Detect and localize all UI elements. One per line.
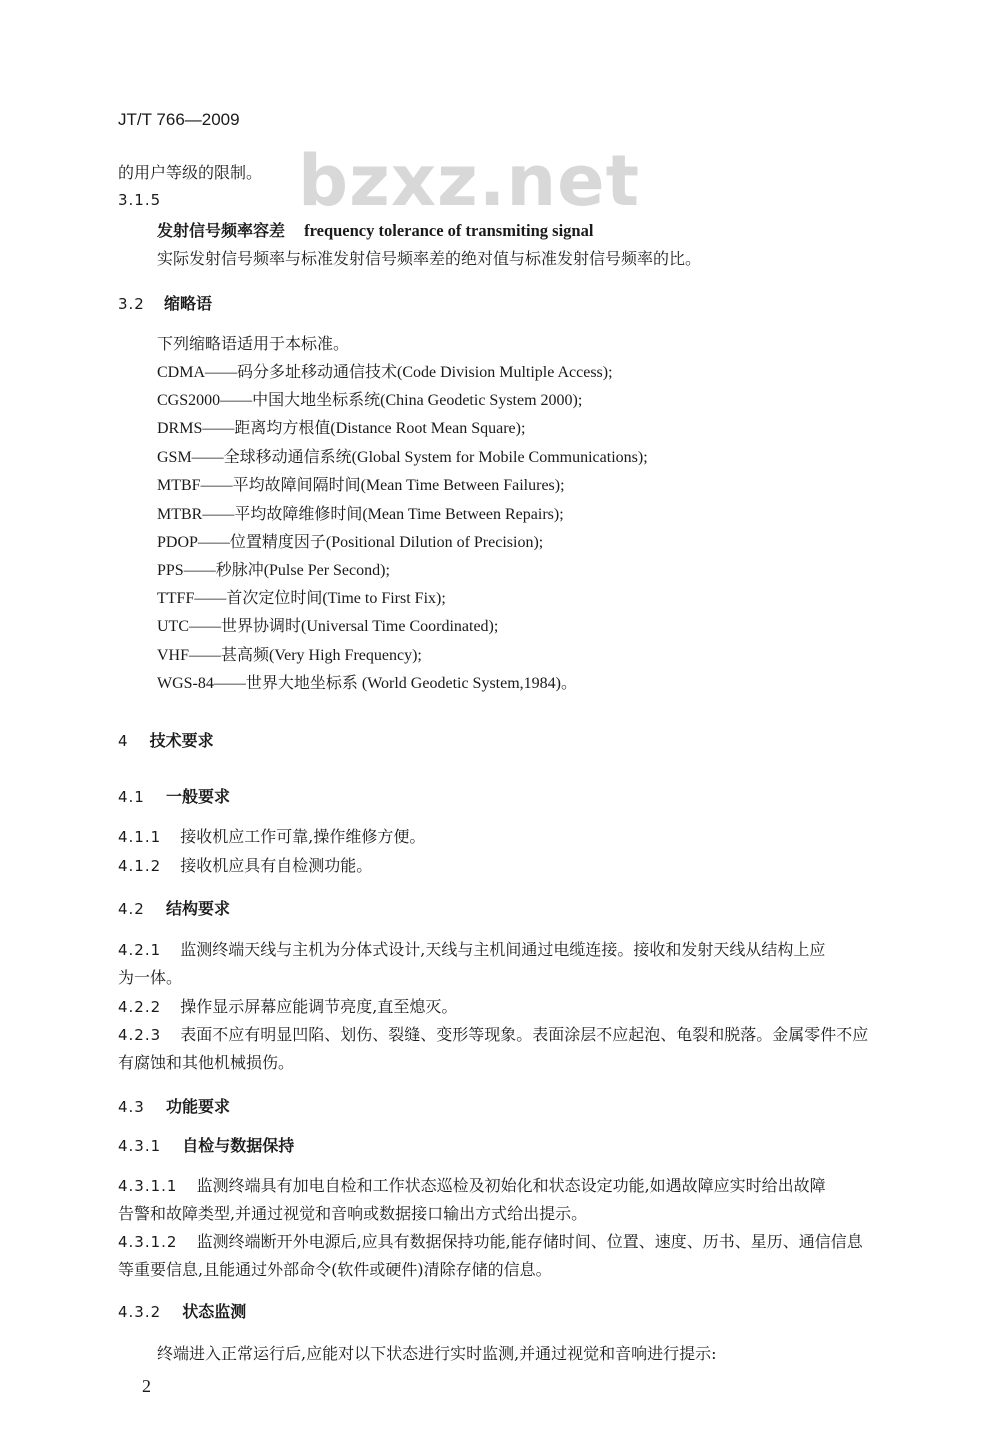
abbreviation-intro: 下列缩略语适用于本标准。 <box>157 334 350 353</box>
section-number: 4.1 <box>118 788 145 806</box>
clause-number: 4.1.1 <box>118 828 162 846</box>
clause-4-1-2 <box>118 853 372 876</box>
abbreviation-item: MTBR——平均故障维修时间(Mean Time Between Repairs); <box>157 506 564 523</box>
clause-number: 4.2.2 <box>118 998 162 1016</box>
section-4-heading <box>118 728 214 751</box>
clause-4-3-1-1 <box>118 1173 826 1196</box>
section-4-3-2-heading <box>118 1299 246 1322</box>
document-header-id: JT/T 766—2009 <box>118 110 240 129</box>
abbreviation-item: MTBF——平均故障间隔时间(Mean Time Between Failures); <box>157 477 565 494</box>
clause-text: 接收机应具有自检测功能。 <box>180 856 373 875</box>
abbreviation-item: UTC——世界协调时(Universal Time Coordinated); <box>157 618 499 635</box>
section-title: 自检与数据保持 <box>182 1136 295 1155</box>
section-number: 3.2 <box>118 295 145 313</box>
abbreviation-item: DRMS——距离均方根值(Distance Root Mean Square); <box>157 420 526 437</box>
term-definition: 实际发射信号频率与标准发射信号频率差的绝对值与标准发射信号频率的比。 <box>157 249 702 268</box>
section-title: 状态监测 <box>182 1302 247 1321</box>
clause-number: 4.2.1 <box>118 941 162 959</box>
watermark: bzxz.net <box>298 140 641 222</box>
clause-number: 4.3.1.1 <box>118 1177 178 1195</box>
section-3-2-heading <box>118 291 212 314</box>
clause-text: 操作显示屏幕应能调节亮度,直至熄灭。 <box>180 997 458 1016</box>
abbreviation-item: GSM——全球移动通信系统(Global System for Mobile Communications); <box>157 449 648 466</box>
abbreviation-item: WGS-84——世界大地坐标系 (World Geodetic System,1984)。 <box>157 675 578 692</box>
section-number: 4.3.2 <box>118 1303 162 1321</box>
clause-3-1-5-number: 3.1.5 <box>118 191 162 209</box>
clause-number: 4.2.3 <box>118 1026 162 1044</box>
clause-text-continued: 有腐蚀和其他机械损伤。 <box>118 1053 295 1072</box>
clause-text: 监测终端断开外电源后,应具有数据保持功能,能存储时间、位置、速度、历书、星历、通信信息 <box>196 1232 863 1251</box>
section-4-3-heading <box>118 1094 230 1117</box>
clause-4-2-3 <box>118 1022 868 1045</box>
abbreviation-item: TTFF——首次定位时间(Time to First Fix); <box>157 590 446 607</box>
abbreviation-item: VHF——甚高频(Very High Frequency); <box>157 647 422 664</box>
term-english: frequency tolerance of transmiting signal <box>304 221 594 240</box>
section-number: 4.3.1 <box>118 1137 162 1155</box>
clause-text: 表面不应有明显凹陷、划伤、裂缝、变形等现象。表面涂层不应起泡、龟裂和脱落。金属零件不应 <box>180 1025 869 1044</box>
section-title: 功能要求 <box>165 1097 230 1116</box>
section-number: 4.3 <box>118 1098 145 1116</box>
clause-text: 接收机应工作可靠,操作维修方便。 <box>180 827 426 846</box>
clause-number: 4.3.1.2 <box>118 1233 178 1251</box>
section-title: 缩略语 <box>163 294 212 313</box>
section-title: 结构要求 <box>165 899 230 918</box>
clause-text: 监测终端天线与主机为分体式设计,天线与主机间通过电缆连接。接收和发射天线从结构上应 <box>180 940 826 959</box>
clause-text: 监测终端具有加电自检和工作状态巡检及初始化和状态设定功能,如遇故障应实时给出故障 <box>196 1176 826 1195</box>
term-heading <box>157 218 593 241</box>
clause-text-continued: 等重要信息,且能通过外部命令(软件或硬件)清除存储的信息。 <box>118 1260 552 1279</box>
clause-4-2-2 <box>118 994 457 1017</box>
clause-4-3-1-2 <box>118 1229 863 1252</box>
clause-text-continued: 为一体。 <box>118 968 183 987</box>
term-chinese: 发射信号频率容差 <box>157 221 286 240</box>
abbreviation-item: PPS——秒脉冲(Pulse Per Second); <box>157 562 390 579</box>
continued-text: 的用户等级的限制。 <box>118 163 263 182</box>
section-title: 技术要求 <box>149 731 214 750</box>
section-4-2-heading <box>118 896 230 919</box>
section-title: 一般要求 <box>165 787 230 806</box>
abbreviation-item: PDOP——位置精度因子(Positional Dilution of Precision); <box>157 534 544 551</box>
abbreviation-item: CGS2000——中国大地坐标系统(China Geodetic System 2000); <box>157 392 583 409</box>
section-4-1-heading <box>118 784 230 807</box>
clause-number: 4.1.2 <box>118 857 162 875</box>
clause-text-continued: 告警和故障类型,并通过视觉和音响或数据接口输出方式给出提示。 <box>118 1204 588 1223</box>
clause-4-1-1 <box>118 824 425 847</box>
clause-4-2-1 <box>118 937 825 960</box>
clause-text: 终端进入正常运行后,应能对以下状态进行实时监测,并通过视觉和音响进行提示: <box>157 1344 717 1363</box>
section-number: 4.2 <box>118 900 145 918</box>
section-number: 4 <box>118 732 129 750</box>
page-number: 2 <box>142 1376 151 1396</box>
section-4-3-1-heading <box>118 1133 294 1156</box>
abbreviation-item: CDMA——码分多址移动通信技术(Code Division Multiple Access); <box>157 364 613 381</box>
